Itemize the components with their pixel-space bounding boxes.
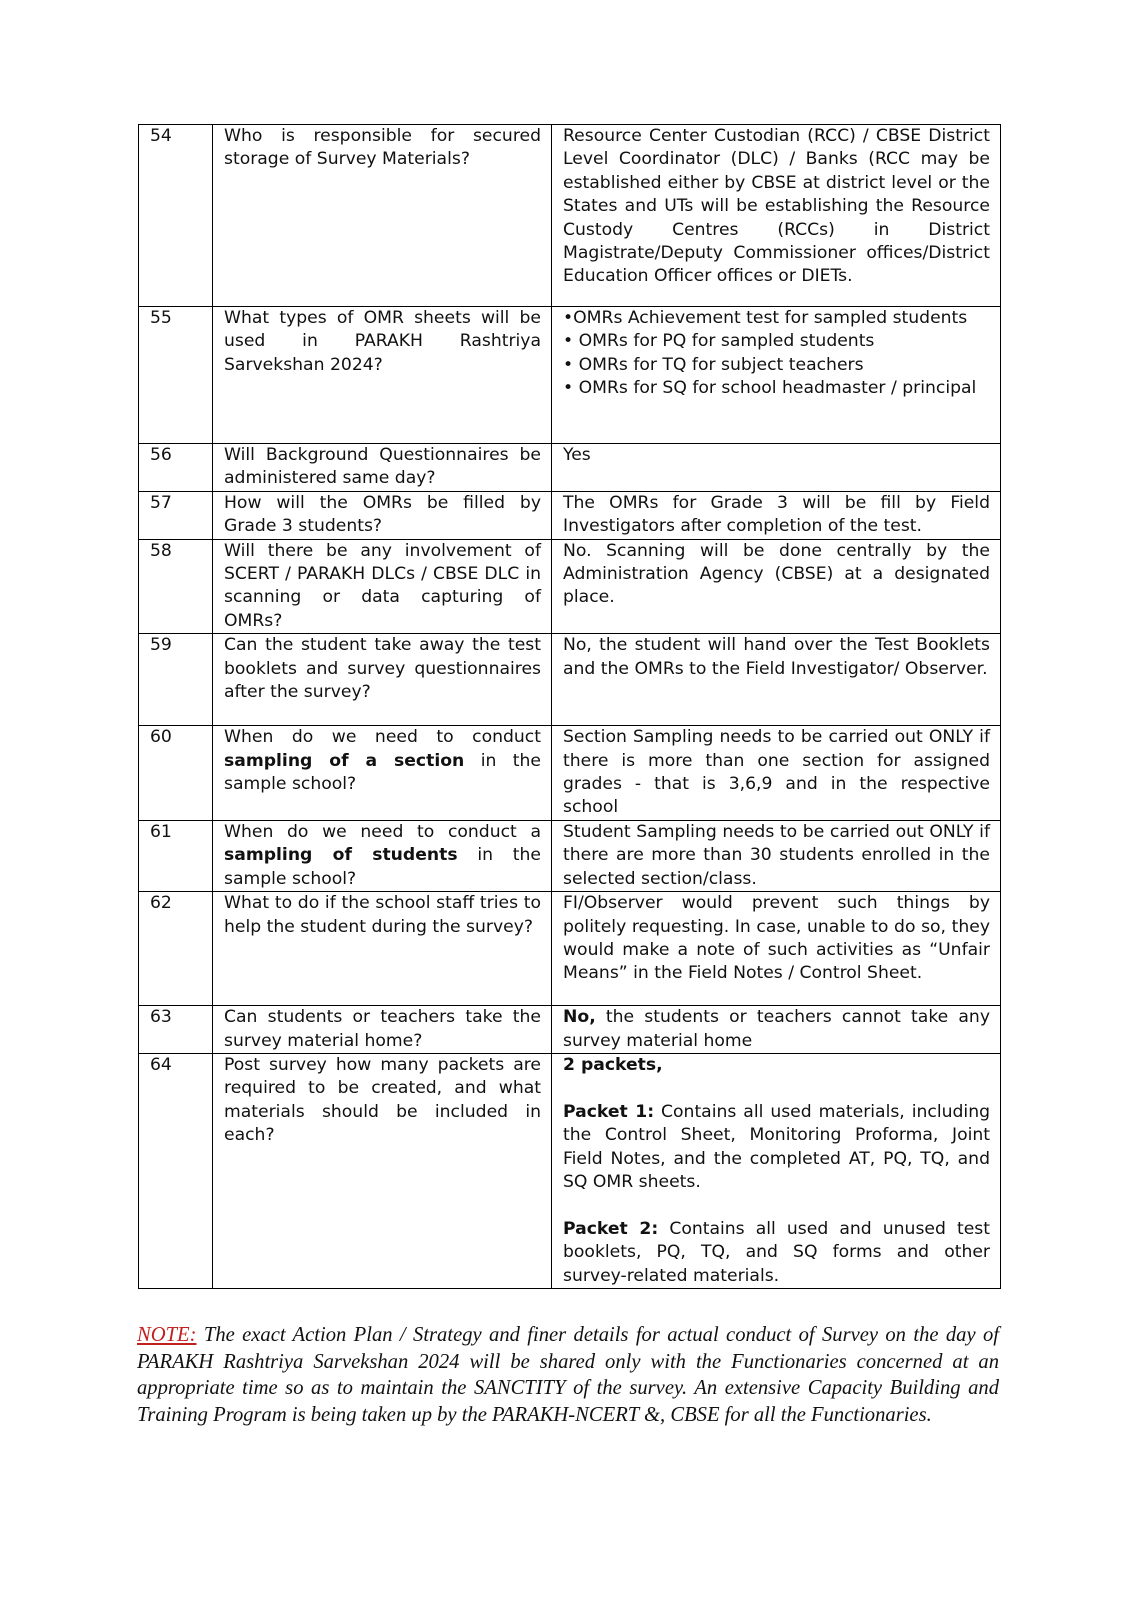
answer-cell: Yes — [552, 444, 1001, 492]
question-cell: How will the OMRs be filled by Grade 3 students? — [213, 491, 552, 539]
row-number: 59 — [139, 634, 213, 726]
question-emphasis: sampling of students — [224, 845, 458, 866]
packets-heading: 2 packets, — [563, 1054, 663, 1075]
note-paragraph — [137, 1322, 999, 1428]
row-number: 61 — [139, 820, 213, 891]
question-text: in the sample school? — [224, 845, 541, 889]
question-cell: Can students or teachers take the survey material home? — [213, 1006, 552, 1054]
faq-table — [138, 124, 1001, 1289]
answer-cell: No. Scanning will be done centrally by the Administration Agency (CBSE) at a designated place. — [552, 539, 1001, 634]
question-cell — [213, 820, 552, 891]
question-cell: What to do if the school staff tries to help the student during the survey? — [213, 892, 552, 1006]
answer-cell: No, the student will hand over the Test Booklets and the OMRs to the Field Investigator/ Observer. — [552, 634, 1001, 726]
question-cell: Will Background Questionnaires be administered same day? — [213, 444, 552, 492]
table-row — [139, 125, 1001, 307]
answer-cell — [552, 1053, 1001, 1288]
answer-cell — [552, 1006, 1001, 1054]
row-number: 58 — [139, 539, 213, 634]
table-row — [139, 634, 1001, 726]
table-row — [139, 539, 1001, 634]
answer-emphasis: No, — [563, 1007, 596, 1028]
note-label: NOTE: — [137, 1324, 197, 1346]
question-text: in the sample school? — [224, 750, 541, 795]
table-row — [139, 307, 1001, 444]
answer-cell — [552, 307, 1001, 444]
table-row — [139, 892, 1001, 1006]
table-row — [139, 820, 1001, 891]
spacer — [563, 1194, 990, 1217]
answer-list-item: • OMRs for TQ for subject teachers — [563, 354, 864, 375]
row-number: 63 — [139, 1006, 213, 1054]
question-text: When do we need to conduct — [224, 727, 541, 748]
answer-list-item: • OMRs for PQ for sampled students — [563, 331, 875, 352]
row-number: 56 — [139, 444, 213, 492]
row-number: 55 — [139, 307, 213, 444]
question-cell: Can the student take away the test booklets and survey questionnaires after the survey? — [213, 634, 552, 726]
question-cell — [213, 726, 552, 821]
question-cell: What types of OMR sheets will be used in PARAKH Rashtriya Sarvekshan 2024? — [213, 307, 552, 444]
answer-cell: Resource Center Custodian (RCC) / CBSE District Level Coordinator (DLC) / Banks (RCC may be established either by CBSE at district level or the States and UTs will be establishing the Resource Custody Centres (RCCs) in District Magistrate/Deputy Commissioner offices/District Education Officer offices or DIETs. — [552, 125, 1001, 307]
table-row — [139, 726, 1001, 821]
row-number: 60 — [139, 726, 213, 821]
row-number: 57 — [139, 491, 213, 539]
table-row — [139, 444, 1001, 492]
row-number: 54 — [139, 125, 213, 307]
packet-2 — [563, 1218, 990, 1288]
answer-cell: Student Sampling needs to be carried out ONLY if there are more than 30 students enrolled in the selected section/class. — [552, 820, 1001, 891]
answer-text: the students or teachers cannot take any survey material home — [563, 1007, 990, 1051]
question-cell: Post survey how many packets are required to be created, and what materials should be included in each? — [213, 1053, 552, 1288]
answer-cell: The OMRs for Grade 3 will be fill by Field Investigators after completion of the test. — [552, 491, 1001, 539]
table-row — [139, 1006, 1001, 1054]
question-cell: Will there be any involvement of SCERT / PARAKH DLCs / CBSE DLC in scanning or data capturing of OMRs? — [213, 539, 552, 634]
table-row — [139, 491, 1001, 539]
spacer — [563, 1077, 990, 1100]
answer-list-item: •OMRs Achievement test for sampled students — [563, 308, 968, 328]
packet-label: Packet 2: — [563, 1218, 659, 1239]
packet-1 — [563, 1101, 990, 1195]
packet-label: Packet 1: — [563, 1101, 655, 1122]
row-number: 62 — [139, 892, 213, 1006]
table-row — [139, 1053, 1001, 1288]
question-text: When do we need to conduct a — [224, 821, 541, 842]
row-number: 64 — [139, 1053, 213, 1288]
note-text: The exact Action Plan / Strategy and finer details for actual conduct of Survey on the day of PARAKH Rashtriya Sarvekshan 2024 will be shared only with the Functionaries concerned at an appropriate time so as to maintain the SANCTITY of the survey. An extensive Capacity Building and Training Program is being taken up by the PARAKH-NCERT &, CBSE for all the Functionaries. — [137, 1324, 999, 1426]
answer-cell: Section Sampling needs to be carried out ONLY if there is more than one section for assigned grades - that is 3,6,9 and in the respective school — [552, 726, 1001, 821]
question-emphasis: sampling of a section — [224, 750, 465, 771]
answer-list-item: • OMRs for SQ for school headmaster / principal — [563, 378, 977, 399]
packet-text: Contains all used materials, including the Control Sheet, Monitoring Proforma, Joint Field Notes, and the completed AT, PQ, TQ, and SQ OMR sheets. — [563, 1101, 990, 1192]
answer-cell: FI/Observer would prevent such things by politely requesting. In case, unable to do so, they would make a note of such activities as “Unfair Means” in the Field Notes / Control Sheet. — [552, 892, 1001, 1006]
packet-text: Contains all used and unused test booklets, PQ, TQ, and SQ forms and other survey-related materials. — [563, 1218, 990, 1286]
question-cell: Who is responsible for secured storage of Survey Materials? — [213, 125, 552, 307]
